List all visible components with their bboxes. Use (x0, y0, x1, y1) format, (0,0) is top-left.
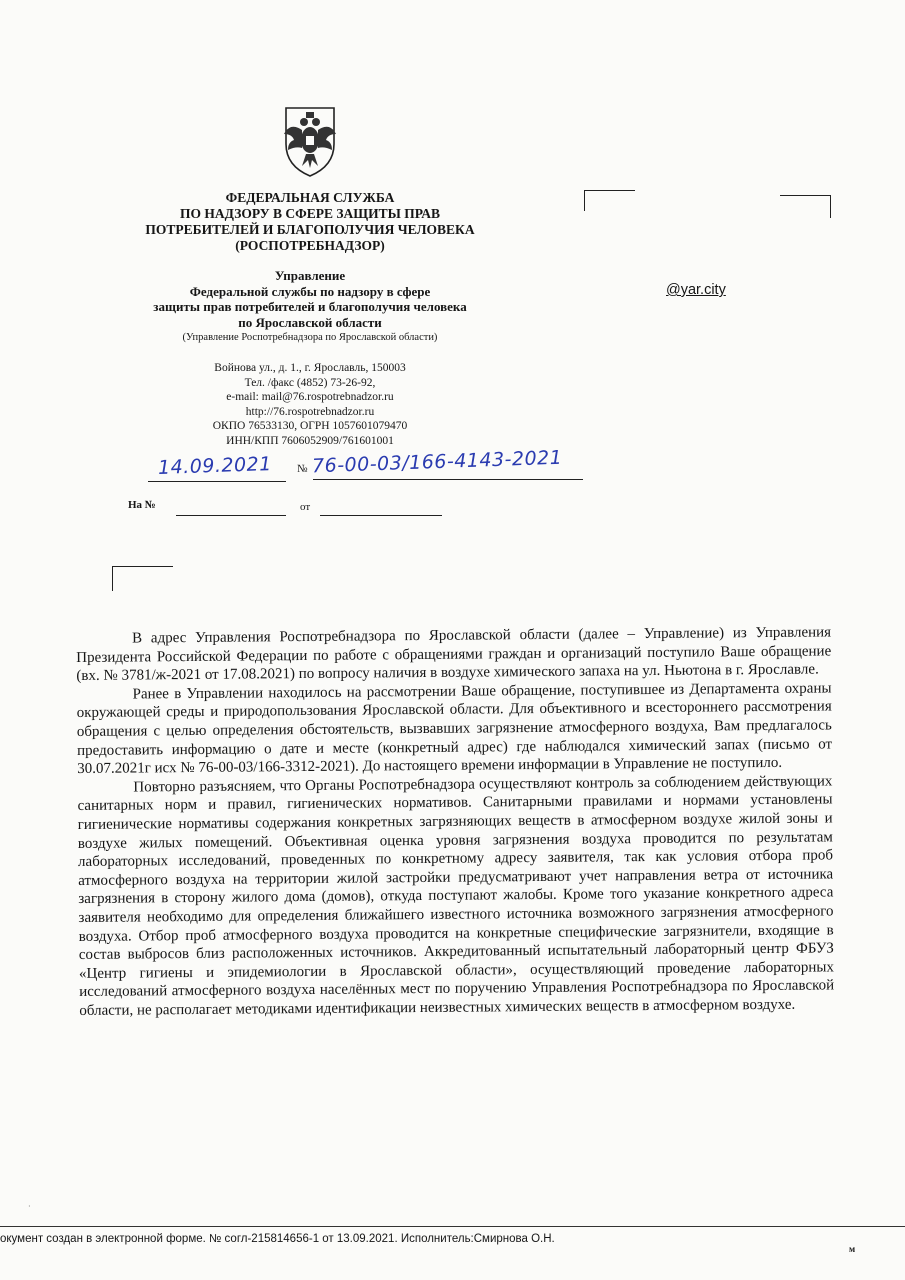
phone-line: Тел. /факс (4852) 73-26-92, (244, 376, 376, 389)
department-line: Федеральной службы по надзору в сфере (189, 283, 431, 299)
agency-line: (РОСПОТРЕБНАДЗОР) (235, 238, 385, 253)
address-corner-left (584, 190, 635, 211)
letter-body (76, 623, 834, 1020)
number-underline (313, 479, 583, 480)
department-line: Управление (274, 268, 346, 283)
reply-number-label: На № (128, 499, 156, 511)
coat-of-arms-emblem (272, 100, 348, 180)
number-label: № (297, 463, 308, 475)
body-paragraph: Повторно разъясняем, что Органы Роспотребнадзора осуществляют контроль за соблюдением действующих санитарных норм и правил, гигиенических нормативов. Санитарными правилами и нормами установлены гигиенические нормативы содержания конкретных загрязняющих веществ в атмосферном воздухе жилой зоны и воздухе жилых помещений. Объективная оценка уровня загрязнения воздуха проводится по результатам лабораторных исследований, проведенных по конкретному адресу заявителя, так как условия отбора проб атмосферного воздуха на территории жилой застройки предусматривают учет направления ветра от источника загрязнения в сторону жилого дома (домов), откуда поступают жалобы. Кроме того указание конкретного адреса заявителя необходимо для определения ближайшего известного источника возможного загрязнения атмосферного воздуха. Отбор проб атмосферного воздуха проводится на конкретные специфические загрязнители, входящие в состав выбросов близ расположенных источников. Аккредитованный испытательный лабораторный центр ФБУЗ «Центр гигиены и эпидемиологии в Ярославской области», осуществляющий проведение лабораторных исследований атмосферного воздуха населённых мест по поручению Управления Роспотребнадзора по Ярославской области, не располагает методиками идентификации неизвестных химических веществ в атмосферном воздухе. (77, 773, 835, 1019)
handwritten-date: 14.09.2021 (157, 453, 273, 479)
footer-divider (0, 1226, 905, 1227)
agency-line: ФЕДЕРАЛЬНАЯ СЛУЖБА (225, 190, 395, 205)
handwritten-outgoing-number: 76-00-03/166-4143-2021 (311, 446, 563, 478)
agency-name-block (130, 190, 490, 254)
department-name-block (130, 268, 490, 346)
electronic-document-footer: окумент создан в электронной форме. № согл-215814656-1 от 13.09.2021. Исполнитель:Смирнова О.Н. (0, 1233, 555, 1245)
reply-number-underline (176, 515, 286, 516)
body-paragraph: В адрес Управления Роспотребнадзора по Ярославской области (далее – Управление) из Управления Президента Российской Федерации по работе с обращениями граждан и организаций поступило Ваше обращение (вх. № 3781/ж-2021 от 17.08.2021) по вопросу наличия в воздухе химического запаха на ул. Ньютона в г. Ярославле. (76, 624, 832, 685)
address-line: Войнова ул., д. 1., г. Ярославль, 150003 (214, 362, 406, 374)
department-line: по Ярославской области (238, 314, 382, 330)
address-corner-right (780, 195, 831, 218)
agency-line: ПО НАДЗОРУ В СФЕРЕ ЗАЩИТЫ ПРАВ (179, 206, 441, 221)
recipient-email[interactable]: @yar.city (666, 282, 726, 298)
reply-date-label: от (300, 501, 311, 513)
website-line: http://76.rospotrebnadzor.ru (245, 405, 375, 418)
okpo-ogrn-line: ОКПО 76533130, ОГРН 1057601079470 (212, 420, 408, 432)
agency-line: ПОТРЕБИТЕЛЕЙ И БЛАГОПОЛУЧИЯ ЧЕЛОВЕКА (145, 222, 475, 237)
email-line: e-mail: mail@76.rospotrebnadzor.ru (226, 391, 394, 403)
page-mark: м (849, 1244, 856, 1254)
scan-speck: · (28, 1202, 31, 1211)
registration-line (148, 446, 588, 487)
reply-reference-line (128, 497, 458, 521)
department-short-name: (Управление Роспотребнадзора по Ярославской области) (182, 332, 438, 343)
subject-corner (112, 566, 173, 591)
contacts-block (130, 361, 490, 448)
inn-kpp-line: ИНН/КПП 7606052909/761601001 (226, 434, 394, 447)
department-line: защиты прав потребителей и благополучия человека (153, 299, 467, 314)
body-paragraph: Ранее в Управлении находилось на рассмотрении Ваше обращение, поступившее из Департамента охраны окружающей среды и природопользования Ярославской области. Для объективного и всестороннего рассмотрения обращения с целью определения обстоятельств, вызвавших загрязнение атмосферного воздуха, Вам предлагалось предоставить информацию о дате и месте (конкретный адрес) где наблюдался химический запах (письмо от 30.07.2021г исх № 76-00-03/166-3312-2021). До настоящего времени информации в Управление не поступило. (76, 680, 833, 778)
reply-date-underline (320, 515, 442, 516)
date-underline (148, 481, 286, 482)
